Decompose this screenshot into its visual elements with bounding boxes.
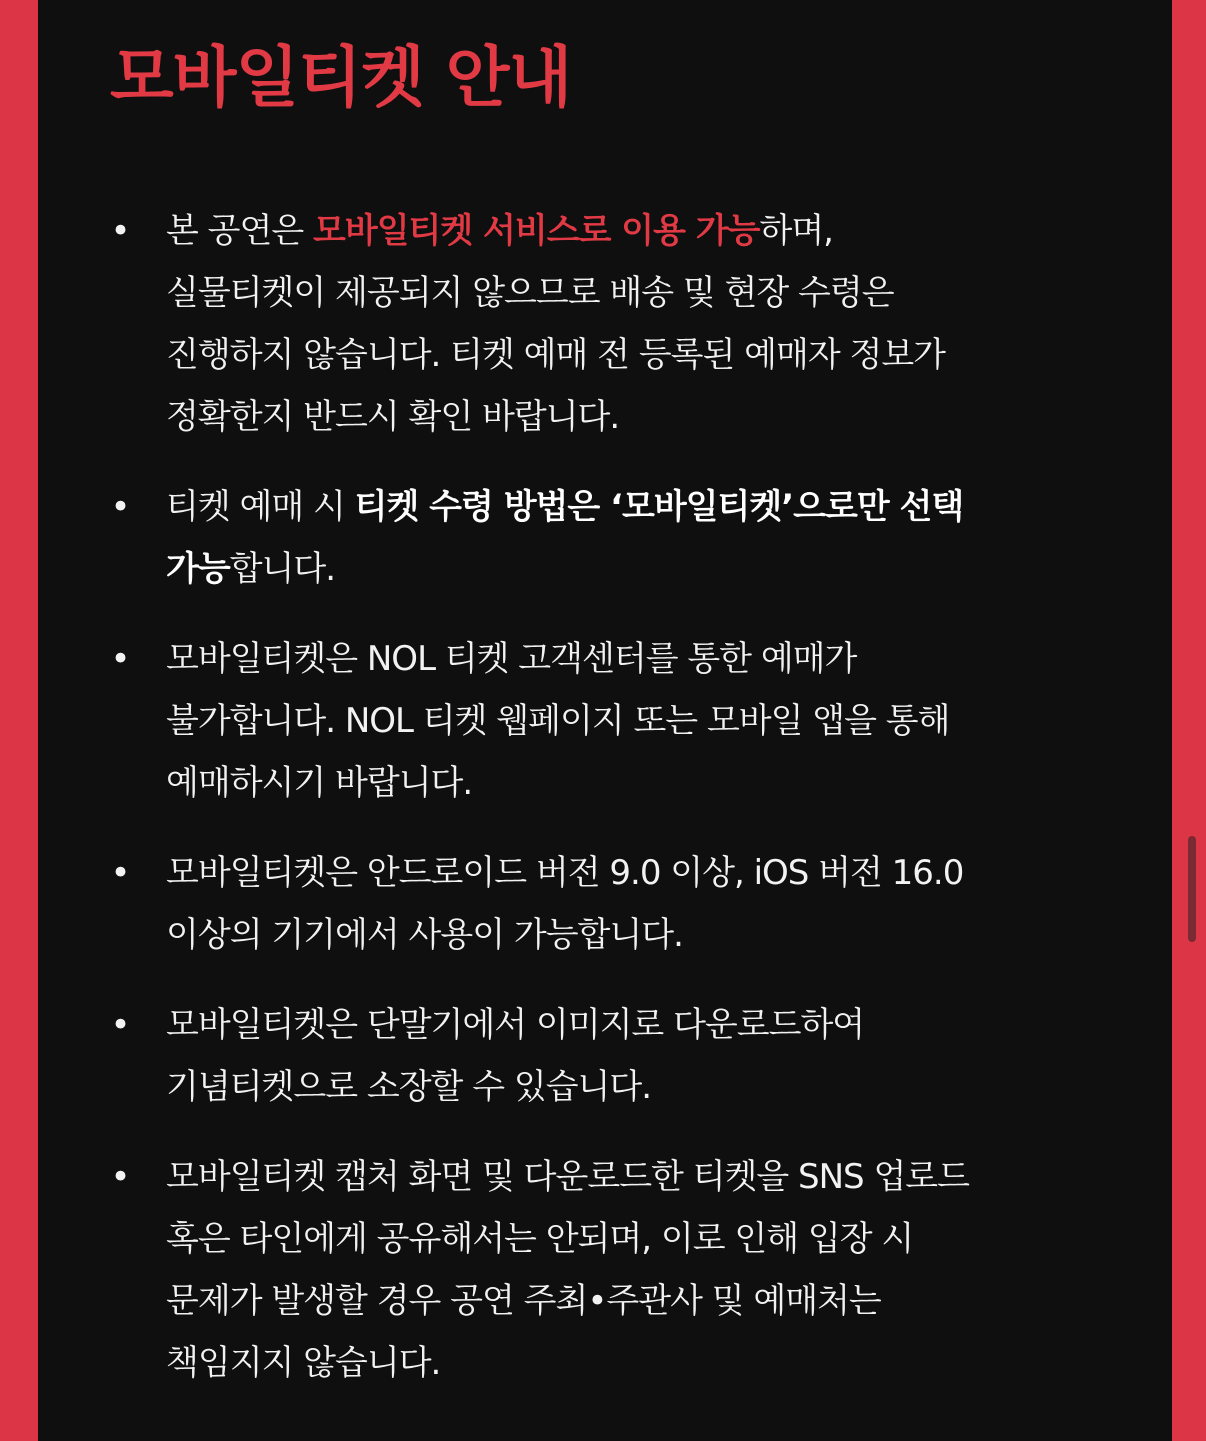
- notice-item-5: [110, 994, 1100, 1118]
- emphasis-text: 티켓 수령 방법은 ‘모바일티켓’으로만 선택: [354, 487, 964, 527]
- bullet-icon: •: [110, 853, 130, 893]
- scrollbar-thumb[interactable]: [1188, 836, 1196, 942]
- page-title: 모바일티켓 안내: [110, 39, 572, 116]
- notice-item-6: [110, 1146, 1100, 1394]
- notice-text: 정확한지 반드시 확인 바랍니다.: [166, 397, 620, 437]
- notice-item-1: [110, 200, 1100, 448]
- highlight-text: 모바일티켓 서비스로 이용 가능: [313, 211, 760, 251]
- notice-text: 모바일티켓 캡처 화면 및 다운로드한 티켓을 SNS 업로드: [166, 1157, 969, 1197]
- emphasis-text: 가능: [166, 549, 230, 589]
- notice-list: [110, 200, 1100, 1422]
- notice-text: 실물티켓이 제공되지 않으므로 배송 및 현장 수령은: [166, 273, 894, 313]
- notice-text: 합니다.: [229, 549, 336, 589]
- bullet-icon: •: [110, 211, 130, 251]
- notice-text: 예매하시기 바랍니다.: [166, 763, 473, 803]
- notice-text: 모바일티켓은 단말기에서 이미지로 다운로드하여: [166, 1005, 865, 1045]
- bullet-icon: •: [110, 639, 130, 679]
- notice-text: 모바일티켓은 NOL 티켓 고객센터를 통한 예매가: [166, 639, 857, 679]
- bullet-icon: •: [110, 1157, 130, 1197]
- notice-item-3: [110, 628, 1100, 814]
- notice-text: 티켓 예매 시: [166, 487, 355, 527]
- notice-text: 책임지지 않습니다.: [166, 1343, 441, 1383]
- notice-text: 불가합니다. NOL 티켓 웹페이지 또는 모바일 앱을 통해: [166, 701, 950, 741]
- bullet-icon: •: [110, 1005, 130, 1045]
- notice-text: 기념티켓으로 소장할 수 있습니다.: [166, 1067, 652, 1107]
- notice-item-4: [110, 842, 1100, 966]
- notice-item-2: [110, 476, 1100, 600]
- notice-text: 진행하지 않습니다. 티켓 예매 전 등록된 예매자 정보가: [166, 335, 946, 375]
- notice-text: 하며,: [759, 211, 833, 251]
- notice-text: 본 공연은: [166, 211, 313, 251]
- notice-text: 모바일티켓은 안드로이드 버전 9.0 이상, iOS 버전 16.0: [166, 853, 964, 893]
- bullet-icon: •: [110, 487, 130, 527]
- notice-text: 이상의 기기에서 사용이 가능합니다.: [166, 915, 683, 955]
- notice-text: 혹은 타인에게 공유해서는 안되며, 이로 인해 입장 시: [166, 1219, 914, 1259]
- notice-text: 문제가 발생할 경우 공연 주최•주관사 및 예매처는: [166, 1281, 881, 1321]
